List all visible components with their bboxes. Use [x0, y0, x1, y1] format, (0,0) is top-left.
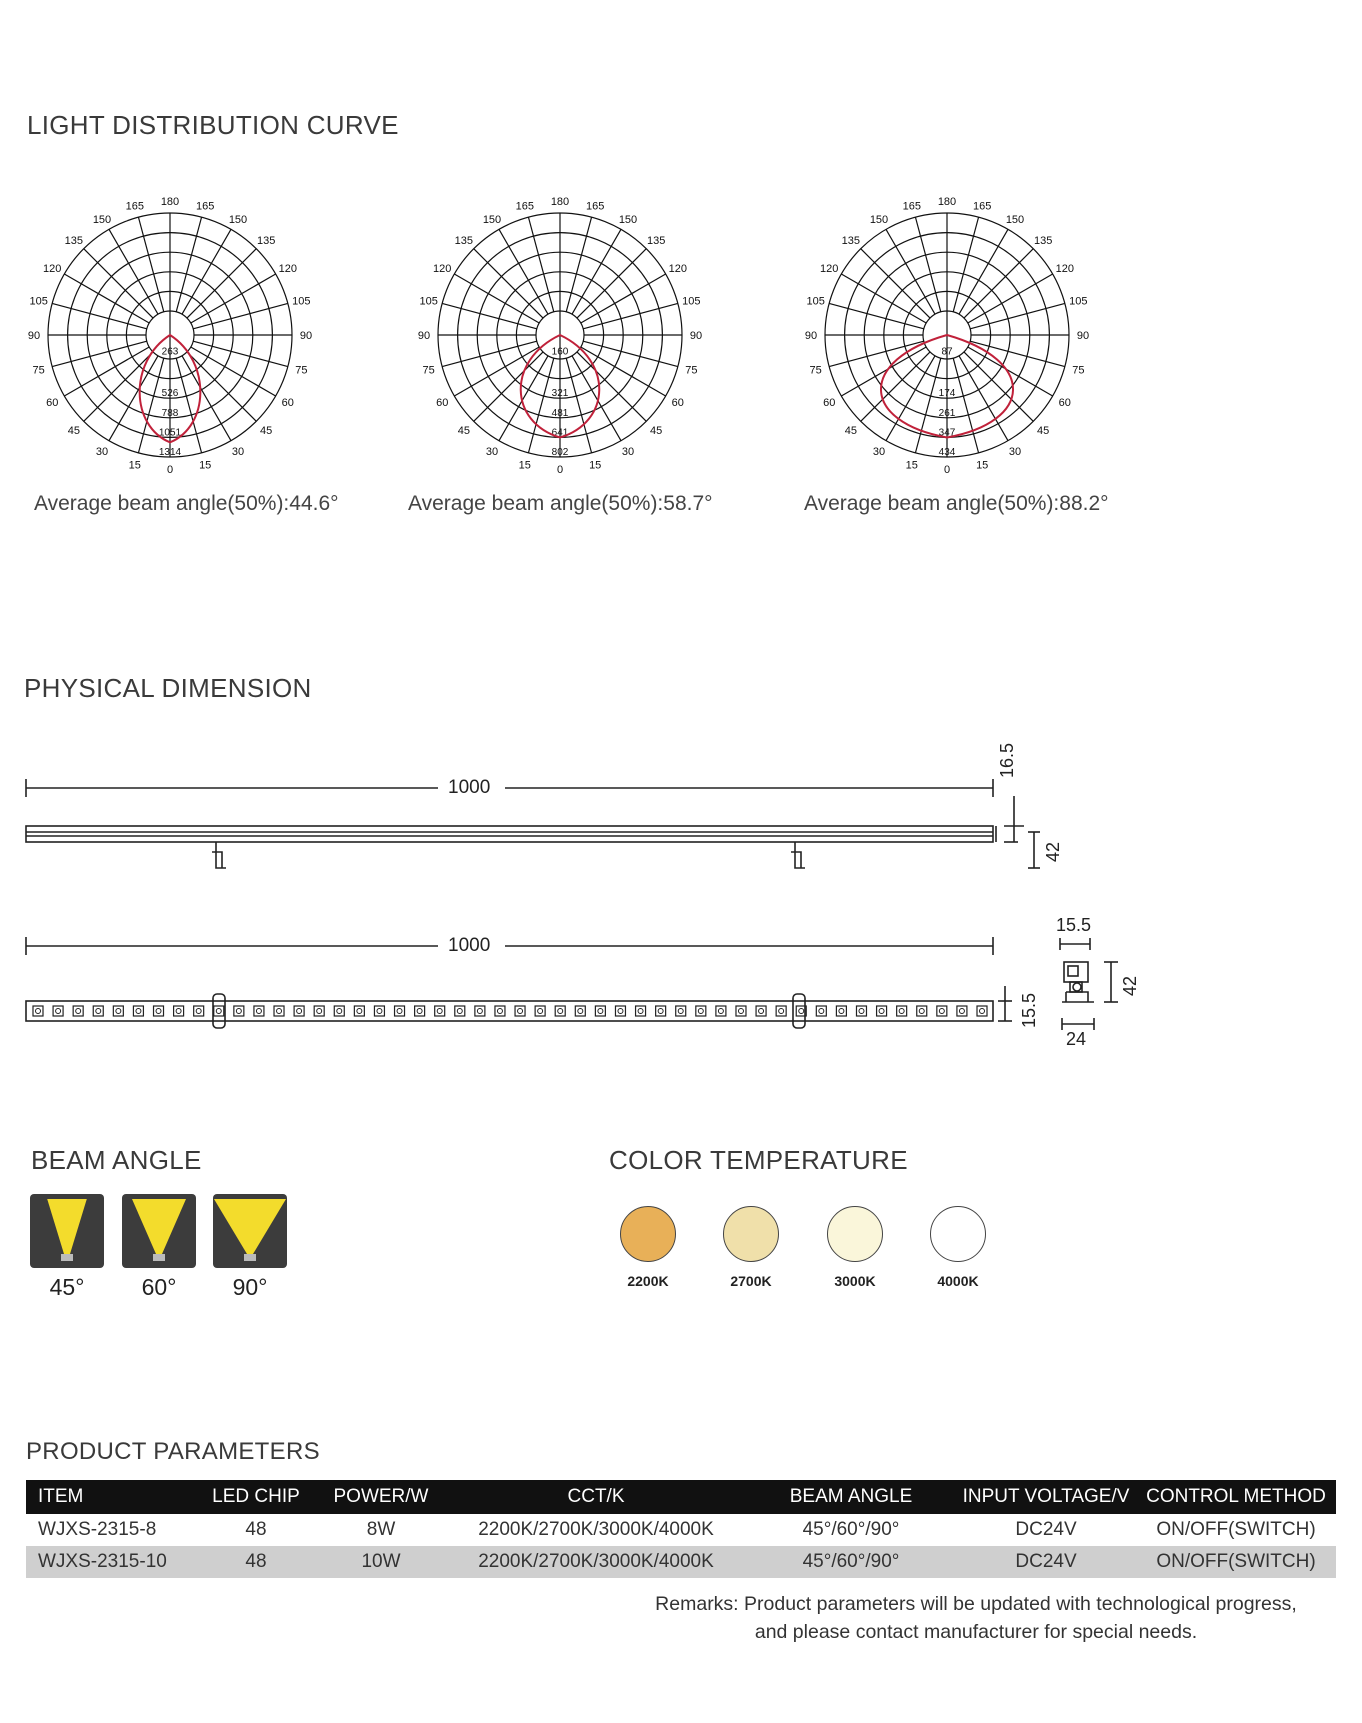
cell-cct: 2200K/2700K/3000K/4000K [478, 1519, 714, 1540]
side-bracket-left [212, 842, 226, 868]
beam-source [153, 1254, 165, 1261]
polar-angle-label: 135 [454, 235, 474, 248]
led-lens [357, 1009, 362, 1014]
physical-dimension-heading: PHYSICAL DIMENSION [24, 673, 312, 703]
led-lens [638, 1009, 643, 1014]
led-chip [937, 1006, 947, 1016]
polar-angle-label: 150 [1005, 213, 1025, 226]
polar-angle-label: 60 [1058, 397, 1071, 409]
led-chip [395, 1006, 405, 1016]
led-lens [959, 1009, 964, 1014]
led-lens [919, 1009, 924, 1014]
led-lens [698, 1009, 703, 1014]
cct-label: 2700K [730, 1273, 772, 1289]
led-lens [980, 1009, 985, 1014]
table-row [26, 1546, 1336, 1578]
beam-tile-icon [213, 1194, 287, 1268]
cell-cct: 2200K/2700K/3000K/4000K [446, 1546, 746, 1578]
led-lens [678, 1009, 683, 1014]
polar-angle-label: 15 [905, 459, 918, 472]
polar-angle-label: 135 [64, 235, 84, 248]
side-height-label: 42 [1043, 841, 1063, 862]
led-lens [277, 1009, 282, 1014]
polar-angle-label: 165 [586, 200, 605, 213]
light-distribution-heading: LIGHT DISTRIBUTION CURVE [27, 110, 399, 140]
led-chip [555, 1006, 565, 1016]
polar-angle-label: 150 [618, 213, 638, 226]
led-lens [618, 1009, 623, 1014]
led-chip [455, 1006, 465, 1016]
th-beam-angle: BEAM ANGLE [746, 1480, 956, 1514]
polar-angle-label: 90 [299, 330, 313, 342]
polar-angle-label: 90 [804, 330, 818, 342]
led-chip [736, 1006, 746, 1016]
polar-angle-label: 90 [27, 330, 41, 342]
led-chip [374, 1006, 384, 1016]
beam-angle-heading: BEAM ANGLE [31, 1145, 202, 1175]
led-chip [696, 1006, 706, 1016]
polar-angle-label: 45 [457, 424, 470, 437]
polar-radial-label: 261 [938, 407, 956, 419]
led-chip [254, 1006, 264, 1016]
led-chip [776, 1006, 786, 1016]
polar-radial-label: 347 [938, 427, 956, 439]
polar-angle-label: 75 [32, 364, 45, 377]
polar-angle-label: 15 [128, 459, 141, 472]
led-lens [377, 1009, 382, 1014]
led-lens [437, 1009, 442, 1014]
beam-angle-label: 90° [232, 1274, 268, 1300]
polar-angle-label: 135 [256, 235, 276, 248]
led-lens [799, 1009, 804, 1014]
product-parameters-table [26, 1480, 1336, 1578]
beam-tile-icon [30, 1194, 104, 1268]
led-chip [877, 1006, 887, 1016]
cell-input-voltage: DC24V [956, 1546, 1136, 1578]
led-chip [93, 1006, 103, 1016]
polar-angle-label: 165 [973, 200, 992, 213]
led-lens [297, 1009, 302, 1014]
polar-angle-label: 90 [689, 330, 703, 342]
led-lens [457, 1009, 462, 1014]
th-control-method: CONTROL METHOD [1136, 1480, 1336, 1514]
polar-angle-label: 30 [621, 446, 635, 459]
polar-radial-label: 434 [938, 447, 956, 458]
polar-angle-label: 30 [231, 446, 245, 459]
polar-radial-label: 160 [551, 346, 569, 358]
polar-angle-label: 165 [902, 200, 921, 213]
cct-swatch [723, 1206, 779, 1262]
polar-angle-label: 120 [668, 263, 687, 275]
led-lens [779, 1009, 784, 1014]
polar-radial-label: 481 [551, 407, 569, 419]
polar-angle-label: 60 [823, 397, 836, 409]
led-chip [756, 1006, 766, 1016]
led-chip [154, 1006, 164, 1016]
led-lens [76, 1009, 81, 1014]
led-chip [676, 1006, 686, 1016]
polar-radial-label: 174 [938, 388, 956, 400]
avg-beam-label-60: Average beam angle(50%):58.7° [408, 492, 713, 515]
polar-angle-label: 180 [937, 196, 957, 208]
led-chip [615, 1006, 625, 1016]
led-chip [716, 1006, 726, 1016]
color-temperature-heading: COLOR TEMPERATURE [609, 1145, 908, 1175]
led-lens [36, 1009, 41, 1014]
polar-radial-label: 802 [551, 447, 569, 458]
polar-angle-label: 150 [92, 213, 112, 226]
polar-angle-label: 75 [1072, 364, 1085, 377]
led-lens [839, 1009, 844, 1014]
length-label-bottom: 1000 [448, 935, 491, 956]
led-lens [236, 1009, 241, 1014]
polar-angle-label: 45 [67, 424, 80, 437]
polar-angle-label: 150 [228, 213, 248, 226]
cell-beam-angle: 45°/60°/90° [802, 1519, 900, 1540]
beam-tile-icon [122, 1194, 196, 1268]
led-chip [575, 1006, 585, 1016]
led-chip [495, 1006, 505, 1016]
led-lens [658, 1009, 663, 1014]
led-chip [33, 1006, 43, 1016]
side-top-label: 16.5 [997, 742, 1017, 778]
polar-angle-label: 120 [278, 263, 297, 275]
led-chip [214, 1006, 224, 1016]
polar-angle-label: 60 [281, 397, 294, 409]
polar-angle-label: 0 [556, 464, 564, 476]
polar-angle-label: 90 [1076, 330, 1090, 342]
led-chip [917, 1006, 927, 1016]
polar-angle-label: 180 [550, 196, 570, 208]
polar-angle-label: 105 [682, 295, 701, 308]
side-bracket-right [791, 842, 805, 868]
end-top-label: 15.5 [1056, 915, 1092, 935]
led-lens [718, 1009, 723, 1014]
cell-item: WJXS-2315-10 [26, 1546, 196, 1578]
cell-control-method: ON/OFF(SWITCH) [1136, 1546, 1336, 1578]
led-chip [174, 1006, 184, 1016]
polar-angle-label: 30 [95, 446, 109, 459]
polar-angle-label: 120 [820, 263, 839, 275]
beam-cone-icon [213, 1194, 287, 1268]
led-lens [136, 1009, 141, 1014]
polar-angle-label: 135 [841, 235, 861, 248]
cct-label: 2200K [627, 1273, 669, 1289]
led-lens [56, 1009, 61, 1014]
led-lens [317, 1009, 322, 1014]
polar-radial-label: 1314 [158, 447, 182, 458]
polar-radial-label: 321 [551, 388, 569, 400]
led-chip [836, 1006, 846, 1016]
led-chip [274, 1006, 284, 1016]
cct-swatch [930, 1206, 986, 1262]
led-chip [415, 1006, 425, 1016]
avg-beam-label-45: Average beam angle(50%):44.6° [34, 492, 339, 515]
polar-angle-label: 60 [671, 397, 684, 409]
polar-angle-label: 15 [518, 459, 531, 472]
led-lens [939, 1009, 944, 1014]
remarks-line-2: and please contact manufacturer for special needs. [754, 1621, 1198, 1643]
led-chip [897, 1006, 907, 1016]
led-lens [337, 1009, 342, 1014]
polar-angle-label: 75 [422, 364, 435, 377]
cell-item: WJXS-2315-8 [38, 1519, 157, 1540]
cell-led-chip: 48 [245, 1519, 267, 1540]
polar-angle-label: 75 [809, 364, 822, 377]
polar-angle-label: 30 [485, 446, 499, 459]
polar-angle-label: 15 [976, 459, 989, 472]
led-chip [475, 1006, 485, 1016]
polar-angle-label: 165 [196, 200, 215, 213]
led-chip [133, 1006, 143, 1016]
led-chip [515, 1006, 525, 1016]
led-chip [194, 1006, 204, 1016]
polar-angle-label: 0 [943, 464, 951, 476]
polar-angle-label: 135 [646, 235, 666, 248]
polar-angle-label: 150 [482, 213, 502, 226]
beam-source [244, 1254, 256, 1261]
led-chip [595, 1006, 605, 1016]
led-chip [435, 1006, 445, 1016]
beam-cone-icon [122, 1194, 196, 1268]
remarks-line-1: Remarks: Product parameters will be updated with technological progress, [655, 1593, 1297, 1615]
led-lens [759, 1009, 764, 1014]
led-chip [314, 1006, 324, 1016]
front-height-label: 15.5 [1019, 992, 1039, 1028]
polar-angle-label: 165 [125, 200, 144, 213]
polar-angle-label: 105 [292, 295, 311, 308]
end-height-label: 42 [1120, 975, 1140, 996]
polar-angle-label: 45 [260, 424, 273, 437]
cct-label: 4000K [937, 1273, 979, 1289]
led-lens [518, 1009, 523, 1014]
polar-angle-label: 0 [166, 464, 174, 476]
led-chip [816, 1006, 826, 1016]
beam-source [61, 1254, 73, 1261]
led-lens [558, 1009, 563, 1014]
polar-angle-label: 90 [417, 330, 431, 342]
led-chip [656, 1006, 666, 1016]
led-lens [256, 1009, 261, 1014]
led-chip [334, 1006, 344, 1016]
polar-angle-label: 60 [436, 397, 449, 409]
th-power: POWER/W [316, 1480, 446, 1514]
polar-angle-label: 75 [685, 364, 698, 377]
led-chip [73, 1006, 83, 1016]
led-lens [196, 1009, 201, 1014]
cell-input-voltage: DC24V [1015, 1519, 1077, 1540]
polar-radial-label: 87 [941, 346, 953, 358]
polar-angle-label: 120 [43, 263, 62, 275]
led-lens [497, 1009, 502, 1014]
led-row [33, 1006, 987, 1016]
beam-cone-icon [30, 1194, 104, 1268]
polar-radial-label: 788 [161, 407, 179, 419]
polar-angle-label: 75 [295, 364, 308, 377]
led-lens [116, 1009, 121, 1014]
led-lens [96, 1009, 101, 1014]
polar-angle-label: 105 [29, 295, 48, 308]
polar-angle-label: 45 [650, 424, 663, 437]
polar-angle-label: 180 [160, 196, 180, 208]
cell-led-chip: 48 [196, 1546, 316, 1578]
led-chip [294, 1006, 304, 1016]
led-lens [819, 1009, 824, 1014]
polar-radial-label: 526 [161, 388, 179, 400]
led-lens [598, 1009, 603, 1014]
led-chip [856, 1006, 866, 1016]
led-lens [578, 1009, 583, 1014]
th-led-chip: LED CHIP [196, 1480, 316, 1514]
length-label-top: 1000 [448, 777, 491, 798]
led-chip [977, 1006, 987, 1016]
led-lens [899, 1009, 904, 1014]
polar-angle-label: 135 [1033, 235, 1053, 248]
led-chip [53, 1006, 63, 1016]
polar-radial-label: 1051 [158, 427, 182, 439]
led-lens [216, 1009, 221, 1014]
led-chip [957, 1006, 967, 1016]
cell-power: 8W [366, 1519, 396, 1540]
led-lens [477, 1009, 482, 1014]
led-lens [417, 1009, 422, 1014]
end-width-label: 24 [1066, 1029, 1087, 1049]
led-chip [354, 1006, 364, 1016]
side-view-bar [26, 826, 993, 842]
polar-angle-label: 120 [433, 263, 452, 275]
cell-beam-angle: 45°/60°/90° [746, 1546, 956, 1578]
led-chip [234, 1006, 244, 1016]
led-lens [397, 1009, 402, 1014]
led-chip [113, 1006, 123, 1016]
led-lens [538, 1009, 543, 1014]
polar-radial-label: 263 [161, 346, 179, 358]
polar-angle-label: 30 [872, 446, 886, 459]
led-chip [636, 1006, 646, 1016]
cell-power: 10W [316, 1546, 446, 1578]
cell-control-method: ON/OFF(SWITCH) [1156, 1519, 1316, 1540]
table-header-row [26, 1480, 1336, 1514]
table-row [26, 1514, 1336, 1546]
polar-angle-label: 45 [1037, 424, 1050, 437]
beam-angle-label: 60° [141, 1274, 177, 1300]
polar-radial-label: 641 [551, 427, 569, 439]
led-lens [176, 1009, 181, 1014]
led-lens [738, 1009, 743, 1014]
polar-angle-label: 105 [1069, 295, 1088, 308]
th-cct: CCT/K [446, 1480, 746, 1514]
polar-angle-label: 165 [515, 200, 534, 213]
th-input-voltage: INPUT VOLTAGE/V [956, 1480, 1136, 1514]
polar-angle-label: 45 [844, 424, 857, 437]
cct-swatch [620, 1206, 676, 1262]
polar-angle-label: 15 [589, 459, 602, 472]
polar-angle-label: 30 [1008, 446, 1022, 459]
led-lens [859, 1009, 864, 1014]
led-lens [156, 1009, 161, 1014]
avg-beam-label-90: Average beam angle(50%):88.2° [804, 492, 1109, 515]
polar-angle-label: 105 [806, 295, 825, 308]
polar-angle-label: 60 [46, 397, 59, 409]
beam-angle-label: 45° [49, 1274, 85, 1300]
th-item: ITEM [26, 1480, 196, 1514]
polar-angle-label: 120 [1055, 263, 1074, 275]
polar-angle-label: 105 [419, 295, 438, 308]
product-parameters-heading: PRODUCT PARAMETERS [26, 1438, 320, 1465]
polar-angle-label: 15 [199, 459, 212, 472]
led-chip [535, 1006, 545, 1016]
remarks [600, 1590, 1352, 1646]
led-lens [879, 1009, 884, 1014]
cct-label: 3000K [834, 1273, 876, 1289]
polar-angle-label: 150 [869, 213, 889, 226]
cct-swatch [827, 1206, 883, 1262]
front-view-bar [26, 1001, 993, 1021]
